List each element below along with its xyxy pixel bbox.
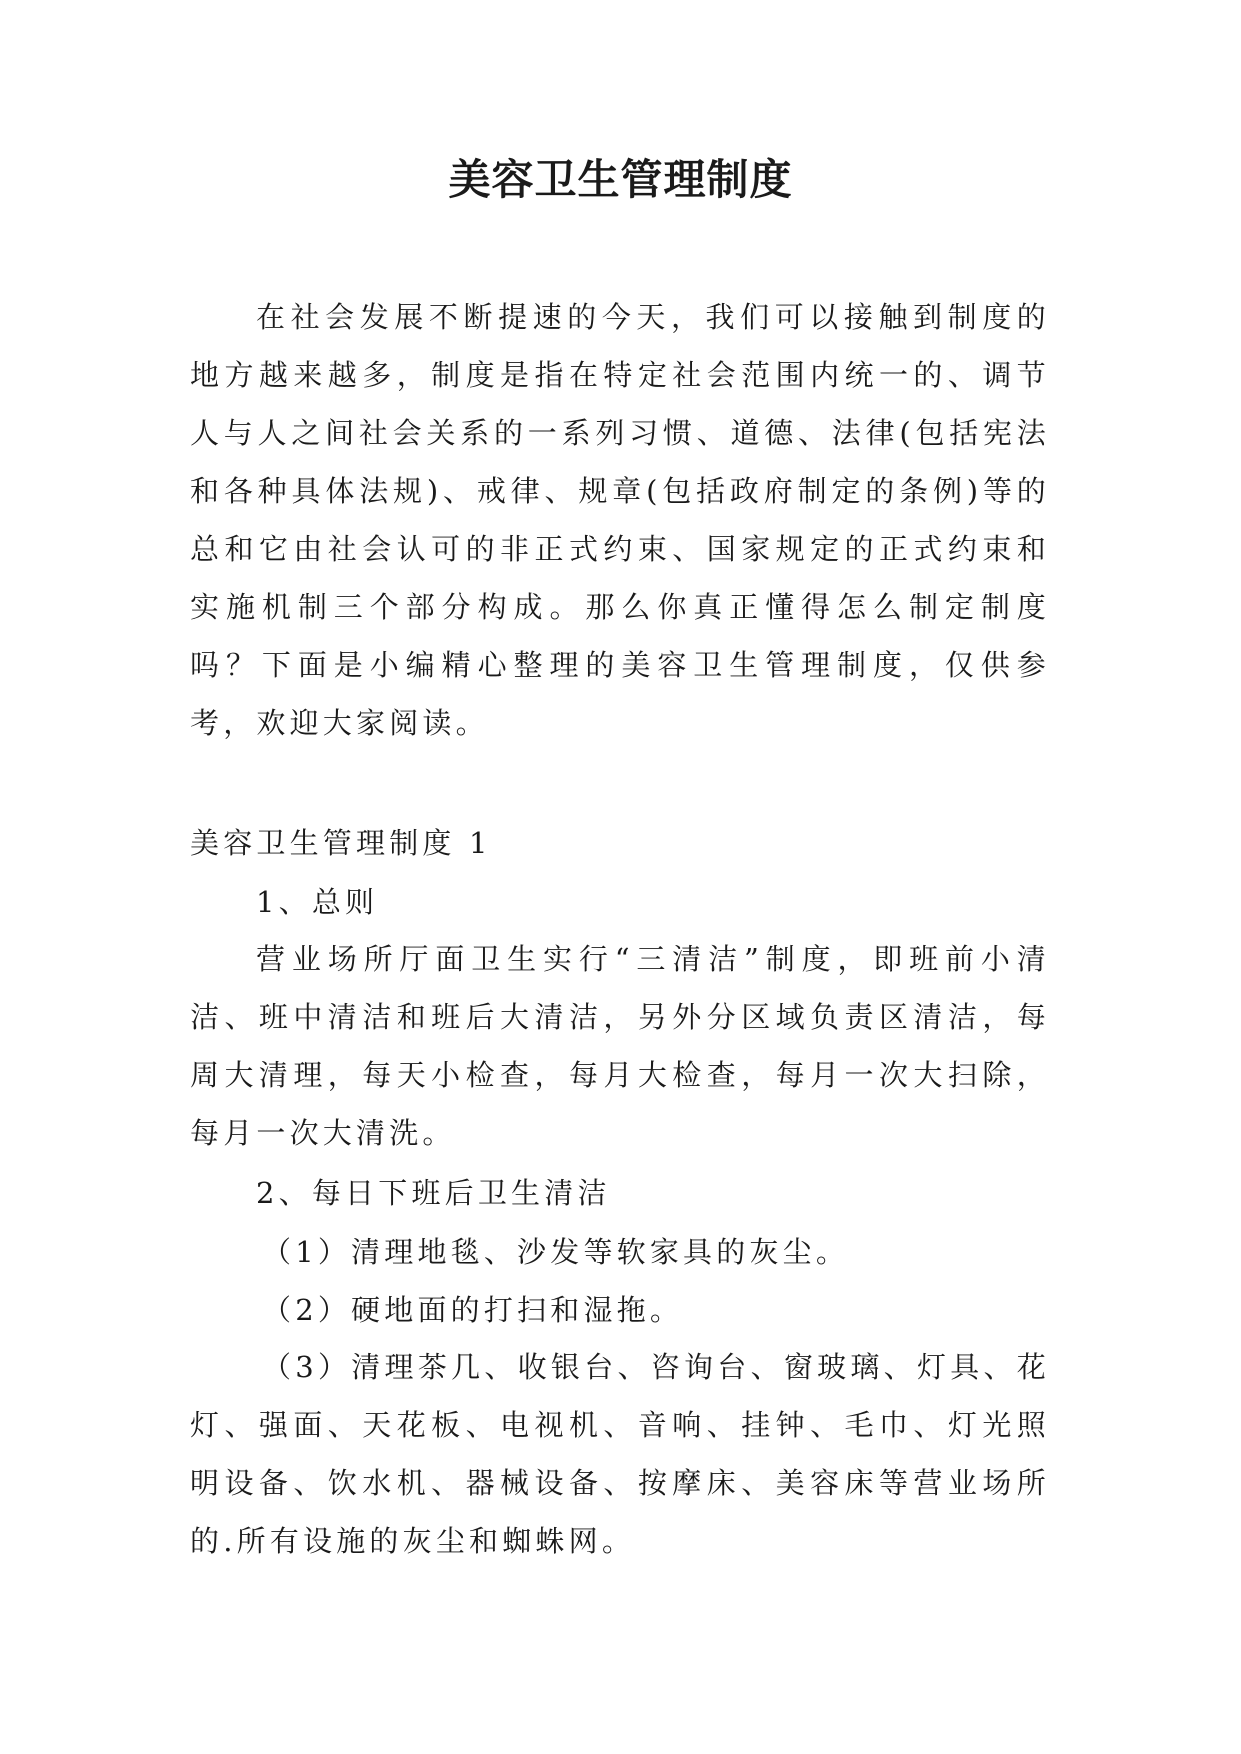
sub-item-3-paragraph: （3）清理茶几、收银台、咨询台、窗玻璃、灯具、花灯、强面、天花板、电视机、音响、挂钟、毛巾、灯光照明设备、饮水机、器械设备、按摩床、美容床等营业场所的.所有设施的灰尘和蜘蛛网。 <box>190 1350 1050 1558</box>
sub-item-2: （2）硬地面的打扫和湿拖。 <box>262 1293 684 1327</box>
document-title: 美容卫生管理制度 <box>448 155 793 204</box>
intro-paragraph: 在社会发展不断提速的今天，我们可以接触到制度的地方越来越多，制度是指在特定社会范围内统一的、调节人与人之间社会关系的一系列习惯、道德、法律(包括宪法和各种具体法规)、戒律、规章(包括政府制定的条例)等的总和它由社会认可的非正式约束、国家规定的正式约束和实施机制三个部分构成。那么你真正懂得怎么制定制度吗？下面是小编精心整理的美容卫生管理制度，仅供参考，欢迎大家阅读。 <box>190 300 1050 740</box>
section-heading: 美容卫生管理制度 1 <box>190 826 492 860</box>
item-general-heading: 1、总则 <box>256 885 379 919</box>
item-daily-cleaning-heading: 2、每日下班后卫生清洁 <box>256 1176 611 1210</box>
sub-item-1: （1）清理地毯、沙发等软家具的灰尘。 <box>262 1235 850 1269</box>
general-paragraph: 营业场所厅面卫生实行“三清洁”制度，即班前小清洁、班中清洁和班后大清洁，另外分区域负责区清洁，每周大清理，每天小检查，每月大检查，每月一次大扫除，每月一次大清洗。 <box>190 942 1050 1150</box>
